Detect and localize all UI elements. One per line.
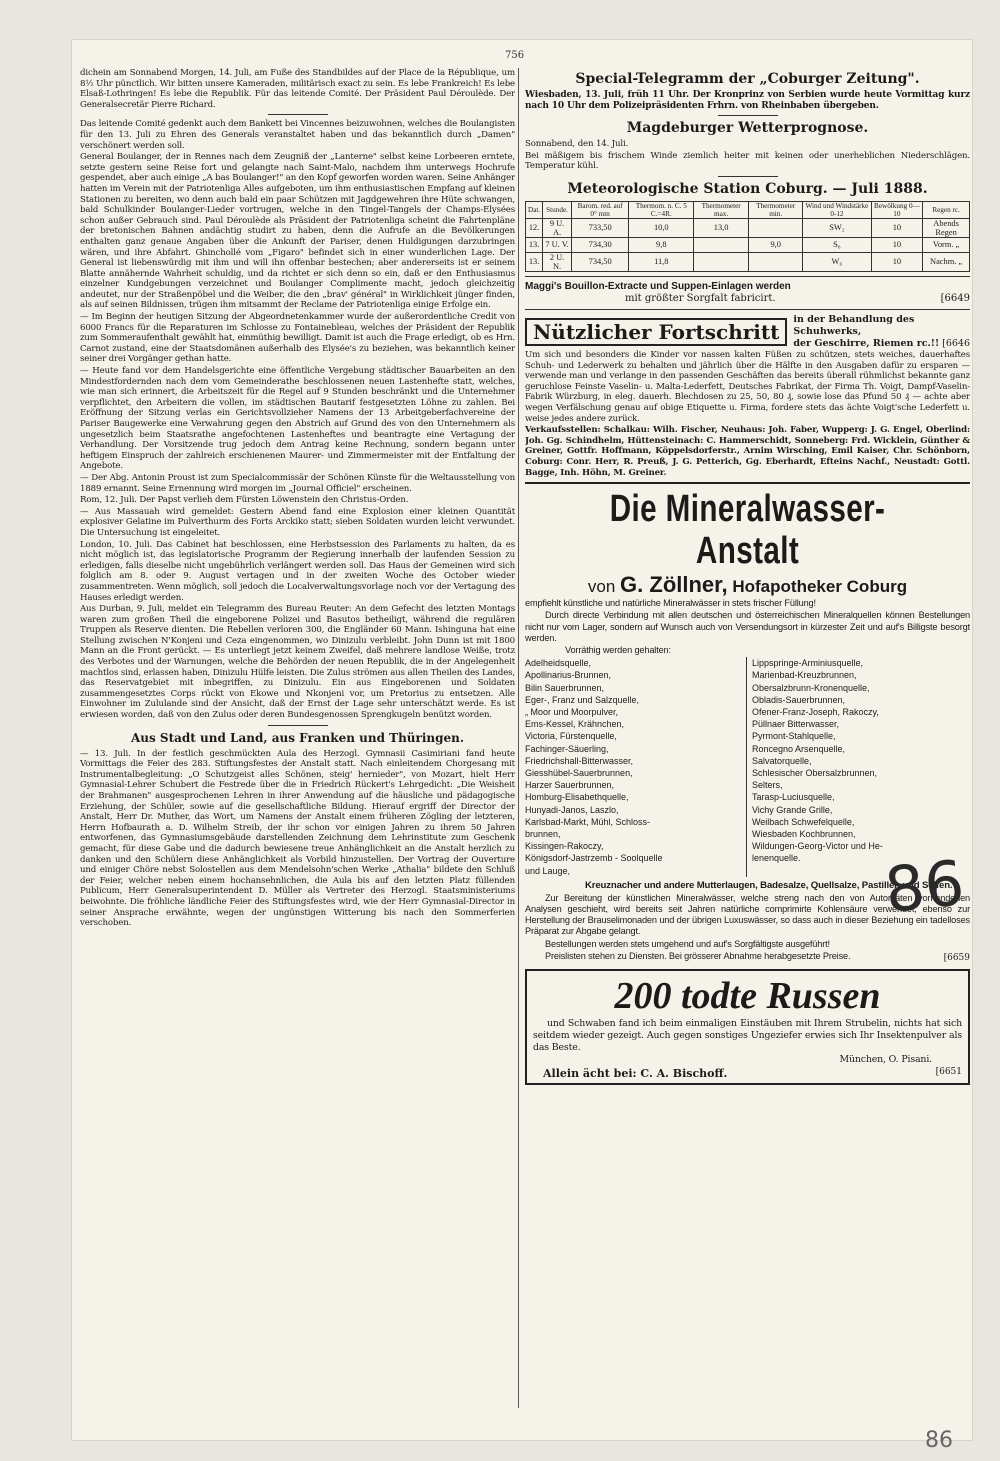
spring-item: Lippspringe-Arminiusquelle, — [751, 658, 864, 669]
left-paragraph: — Heute fand vor dem Handelsgerichte eine öffentliche Vergebung städtischer Bauarbeiten an den Mindestfordernden nach dem vom Gemeinderathe beschlossenen neuen Lastenhefte statt, welches, wie man sich erinnert, die Arbeitszeit für die Regel auf 9 Stunden beschränkt und die Unternehmer verpflichtet, den Arbeitern die vollen, im städtischen Bautarif festgesetzten Löhne zu zahlen. Bei Eröffnung der Sitzung verlas ein Gerichtsvollzieher Namens der 13 Arbeitgeberfachvereine der Pariser Baugewerke eine Verwahrung gegen den Abstrich auf Grund des von den Unternehmern als ungesetzlich beim Staatsrathe angefochtenen Lastenheftes und beantragte eine Vertagung der Verhandlung. Der Vorsitzende trug jedoch dem Antrag keine Rechnung, sondern begann unter heftigem Einspruch der zahlreich erschienenen Maurer- und Zimmermeister mit der Entfaltung der Angebote. — [80, 366, 515, 472]
spring-item: Giesshübel-Sauerbrunnen, — [525, 767, 633, 778]
table-cell: 11,8 — [629, 252, 694, 271]
weather-text: Bei mäßigem bis frischem Winde ziemlich heiter mit keinen oder unerheblichen Niederschlägen. Temperatur kühl. — [525, 150, 970, 172]
ad-number: [6646 — [942, 337, 970, 349]
right-column — [525, 68, 970, 1428]
mw-list-left — [525, 657, 747, 877]
spring-item: Ems-Kessel, Krähnchen, — [525, 719, 625, 730]
table-cell: 10,0 — [629, 218, 694, 237]
table-cell: 7 U. V. — [543, 237, 572, 252]
ad-number: [6659 — [943, 952, 970, 963]
table-cell: 9,0 — [749, 237, 803, 252]
spring-item: Victoria, Fürstenquelle, — [525, 731, 617, 742]
spring-item: Obersalzbrunn-Kronenquelle, — [751, 682, 870, 693]
spring-item: brunnen, — [525, 828, 561, 839]
spring-item: und Lauge, — [525, 865, 571, 876]
left-paragraph: General Boulanger, der in Rennes nach dem Zeugniß der „Lanterne" selbst keine Lorbeeren erntete, setzte gestern seine Reise fort und gelangte nach Saint-Malo, nachdem ihm unterwegs Hochrufe gespendet, aber auch einige „A bas Boulanger!" an den Kopf geworfen worden waren. Seine Anhänger hatten im Verein mit der Patriotenliga Alles aufgeboten, um ihm enthusiastischen Empfang auf kleinen Stationen zu bereiten, wo denn auch bald ein paar Schützen mit Jagdgewehren ihre Hüte schwangen, bald Schulkinder Boulanger-Lieder vortrugen, welche in den Tingel-Tangels der Champs-Elysées schon außer Gebrauch sind. Paul Déroulède als Präsident der Patriotenliga scheint die Fahrtenpläne der bretonischen Bahnen andächtig studirt zu haben, denn die Aufrufe an die Bevölkerungen enthalten ganz genaue Angaben über die Ankunft der Pariser, denen Huldigungen darzubringen wären, und ihre Abfahrt. Ghinchollé vom „Figaro" befindet sich in einer wunderlichen Lage. Der General ist liebenswürdig mit ihm und will ihn offenbar bestechen; aber andererseits ist er seinem Blatte annähernde Wahrheit schuldig, und da richtet er sich denn so ein, daß er den Enthusiasmus einzelner Kundgebungen verzeichnet und Boulanger Complimente macht, jedoch gleichzeitig andeutet, nur der Straßenpöbel und die Weiber, die den „brav' général" in Wirklichkeit jünger finden, als auf seinen Bildnissen, trügen ihm mitsammt der Reclame der Patriotenliga einige Erfolge ein. — [80, 152, 515, 311]
weather-date: Sonnabend, den 14. Juli. — [525, 139, 629, 150]
fortschritt-ad — [525, 314, 970, 478]
mw-text: Durch directe Verbindung mit allen deutschen und österreichischen Mineralquellen können Bestellungen nicht nur vom Lager, sondern auf Wunsch auch von Versendungsort in kürzester Zeit und auf's Billigste besorgt werden. — [525, 610, 970, 643]
local-news-heading: Aus Stadt und Land, aus Franken und Thüringen. — [130, 730, 465, 745]
fortschritt-sellers: Verkaufsstellen: Schalkau: Wilh. Fischer, Neuhaus: Joh. Faber, Wupperg: J. G. Engel, Oberlind: Joh. Gg. Schindhelm, Hüttensteinach: C. Hammerschidt, Sonneberg: Frd. Wicklein, Günther & Greiner, Gottfr. Hoffmann, Köppelsdorferstr., Arnim Wirsching, Emil Kaiser, Chr. Schönborn, Coburg: Conr. Herr, R. Preuß, J. G. Petterich, Gg. Eberhardt, Efteins Nachf., Neustadt: Gottl. Bagge, Inh. Höhn, M. Greiner. — [525, 425, 970, 478]
local-news-paragraph: — 13. Juli. In der festlich geschmückten Aula des Herzogl. Gymnasii Casimiriani fand heute Vormittags die Feier des 283. Stiftungsfestes der Anstalt statt. Nach einleitendem Chorgesang mit Instrumentalbegleitung: „O Schutzgeist alles Schönen, steig' hernieder", von Mozart, hielt Herr Gymnasial-Lehrer Schubert die Festrede über die in Friedrich Rückert's Lehrgedicht: „Die Weisheit der Brahmanen" ausgesprochenen Lehren in ihrer Anwendung auf die häusliche und pädagogische Erziehung, der Schüler, sowie auf die gesellschaftliche Bildung. Hierauf ergriff der Director der Anstalt, Herr Dr. Muther, das Wort, um Namens der Anstalt einem früheren Zögling der letzteren, Herrn Hofbaurath a. D. Wilhelm Streib, der ihr schon vor einigen Jahren zu ihrem 50 Jahren entworfenen, das Gymnasiumsgebäude darstellenden Zeichnung dem Lehrinstitute zum Geschenk gemacht, für diese Gabe und die dadurch bewiesene treue Anhänglichkeit an die Anstalt herzlich zu danken und den Schülern diese Anhänglichkeit als Vorbild hinzustellen. Der Vortrag der Ouverture und einiger Chöre nebst Solostellen aus dem Mendelsohn'schen Werke „Athalia" bildete den Schluß der Feier, welcher neben einem hochansehnlichen, die Aula bis auf den letzten Platz füllenden Publicum, Herr Generalsuperintendent D. Müller als Vertreter des Herzogl. Staatsministeriums beiwohnte. Die fröhliche ländliche Feier des Stiftungsfestes wird, wie der Herr Gymnasial-Director in seiner Ansprache erwähnte, wegen der ungünstigen Witterung bis nach den Sommerferien verschoben. — [80, 748, 515, 929]
table-cell: 9,8 — [629, 237, 694, 252]
divider — [268, 114, 328, 115]
handwritten-mark: 86 — [925, 1428, 953, 1453]
spring-item: Bilin Sauerbrunnen, — [525, 682, 605, 693]
left-paragraph: — Aus Massauah wird gemeldet: Gestern Abend fand eine Explosion einer kleinen Quantität explosiver Gelatine im Pulverthurm des Forts Arckiko statt; sieben Soldaten wurden leicht verwundet. Die Untersuchung ist eingeleitet. — [80, 506, 515, 538]
spring-item: Schlesischer Obersalzbrunnen, — [751, 767, 878, 778]
left-paragraph: London, 10. Juli. Das Cabinet hat beschlossen, eine Herbstsession des Parlaments zu halten, da es nicht möglich ist, das legislatorische Programm der Regierung innerhalb der laufenden Session zu erledigen, falls dieselbe nicht ungebührlich verlängert werden soll. Das Haus der Gemeinen wird sich folglich am 8. oder 9. August vertagen und in der zweiten Woche des October wieder zusammentreten. Wenn möglich, soll jedoch die Localverwaltungsvorlage noch vor der Vertagung des Hauses erledigt werden. — [80, 539, 515, 603]
spring-item: Salvatorquelle, — [751, 755, 812, 766]
left-paragraph: Aus Durban, 9. Juli, meldet ein Telegramm des Bureau Reuter: An dem Gefecht des letzten Montags waren zum großen Theil die eingeborene Polizei und Basutos betheiligt, während die regulären Truppen als Reserve dienten. Die Rebellen verloren 300, die Engländer 60 Mann. Ishinguna hat eine Stellung zwischen N'Konjeni und Ceza eingenommen, wo Dinizulu verbleibt. John Dunn ist mit 1800 Mann an die Front gerückt. — Es unterliegt jetzt keinem Zweifel, daß mehrere landlose Weiße, trotz des Verbotes und der Warnungen, welche die Behörden der neuen Republik, die in der Angelegenheit machtlos sind, erlassen haben, Dinizulu Hülfe leisten. Die Zulus strömen aus allen Theilen des Landes, das Reservatgebiet mit inbegriffen, zu Dinizulu. Ein aus Eingeborenen und Soldaten zusammengesetztes Corps rückt von Ekowe und Nkonjeni vor, um Pretorius zu entsetzen. Alle Einwohner im Zululande sind der Ansicht, daß der Ernst der Lage sehr unterschätzt werde. Es ist erwiesen worden, daß von den Zulus oder deren Bundesgenossen Sprengkugeln benützt worden. — [80, 604, 515, 721]
mineralwasser-title: Die Mineralwasser-Anstalt — [609, 488, 886, 573]
spring-item: Ofener-Franz-Joseph, Rakoczy, — [751, 706, 879, 717]
weather-table — [525, 201, 970, 272]
table-cell — [694, 252, 749, 271]
page-number: 756 — [505, 50, 525, 61]
russen-ad — [525, 969, 970, 1085]
mw-list-right — [752, 657, 970, 877]
table-header: Bewölkung 0—10 — [871, 201, 923, 218]
table-cell: Nachm. „ — [923, 252, 970, 271]
table-cell: 734,30 — [571, 237, 628, 252]
russen-signature: München, O. Pisani. — [839, 1053, 932, 1065]
fortschritt-title: Nützlicher Fortschritt — [525, 318, 787, 346]
mw-spring-list — [525, 657, 970, 877]
table-row — [526, 237, 970, 252]
spring-item: Obladis-Sauerbrunnen, — [751, 694, 846, 705]
fortschritt-text: Um sich und besonders die Kinder vor nassen kalten Füßen zu schützen, stets weiches, dauerhaftes Schuh- und Lederwerk zu behalten und jährlich über die Hälfte in den Ausgaben dafür zu ersparen — verwende man und verlange in den passenden Geschäften das bereits überall rühmlichst bekannte ganz geruchlose Feinste Vaselin- u. Malta-Lederfett, Deutsches Fabrikat, der Firma Th. Voigt, Dampf-Vaselin-Fabrik Würzburg, in eleg. dauerh. Blechdosen zu 25, 50, 80 ₰, sowie lose das Pfund 50 ₰ — achte aber wegen Verfälschung genau auf obige Etiquette u. Firma, fordere stets das ächte Voigt'sche Lederfett u. weise jedes andere zurück. — [525, 349, 970, 424]
table-cell: W₆ — [803, 252, 871, 271]
spring-item: Vichy Grande Grille, — [751, 804, 833, 815]
russen-text: und Schwaben fand ich beim einmaligen Einstäuben mit Ihrem Strubelin, nichts hat sich seitdem wieder gezeigt. Auch gegen sonstiges Ungeziefer erwies sich Ihr Insektenpulver als das Beste. — [533, 1017, 962, 1053]
spring-item: Königsdorf-Jastrzemb - Soolquelle — [525, 853, 663, 864]
spring-item: Apollinarius-Brunnen, — [525, 670, 612, 681]
table-header: Thermometer min. — [749, 201, 803, 218]
left-paragraph: — Der Abg. Antonin Proust ist zum Specialcommissär der Schönen Künste für die Weltausstellung von 1889 ernannt. Seine Ernennung wird morgen im „Journal Officiel" erscheinen. — [80, 472, 515, 494]
spring-item: Weilbach Schwefelquelle, — [751, 816, 855, 827]
table-cell: 9 U. A. — [543, 218, 572, 237]
russen-seller: Allein ächt bei: C. A. Bischoff. — [543, 1066, 728, 1080]
spring-item: Homburg-Elisabethquelle, — [525, 792, 629, 803]
spring-item: Marienbad-Kreuzbrunnen, — [751, 670, 857, 681]
table-header: Wind und Windstärke 0-12 — [803, 201, 871, 218]
spring-item: Wiesbaden Kochbrunnen, — [751, 828, 856, 839]
left-paragraph: — Im Beginn der heutigen Sitzung der Abgeordnetenkammer wurde der außerordentliche Credit von 6000 Francs für die Reparaturen im Schlosse zu Fontainebleau, welches der Präsident der Republik zum Sommeraufenthalt gewählt hat, einmüthig bewilligt. Damit ist auch die Frage erledigt, ob es Hrn. Carnot zustand, eine der Staatsdomänen außerhalb des Elysée's zu beziehen, was bekanntlich keiner seiner drei Vorgänger gethan hatte. — [80, 312, 515, 365]
table-cell — [749, 218, 803, 237]
spring-item: Harzer Sauerbrunnen, — [525, 780, 615, 791]
telegram-text: Wiesbaden, 13. Juli, früh 11 Uhr. Der Kronprinz von Serbien wurde heute Vormittag kurz nach 10 Uhr dem Polizeipräsidenten Frhrn. von Rheinbaben übergeben. — [525, 90, 970, 111]
table-cell: SW₂ — [803, 218, 871, 237]
spring-item: Friedrichshall-Bitterwasser, — [525, 755, 634, 766]
spring-item: Eger-, Franz und Salzquelle, — [525, 694, 640, 705]
divider — [268, 725, 328, 726]
spring-item: Pyrmont-Stahlquelle, — [751, 731, 836, 742]
mineralwasser-owner — [525, 572, 970, 598]
mw-extra: Kreuznacher und andere Mutterlaugen, Badesalze, Quellsalze, Pastillen und Seifen. — [585, 879, 953, 891]
spring-item: „ Moor und Moorpulver, — [525, 706, 619, 717]
spring-item: Karlsbad-Markt, Mühl, Schloss- — [525, 816, 651, 827]
owner-name: G. Zöllner, — [620, 572, 728, 598]
left-paragraph: dichein am Sonnabend Morgen, 14. Juli, am Fuße des Standbildes auf der Place de la République, um 8½ Uhr pünctlich. Wir bitten unsere Kameraden, militärisch exact zu sein. Es lebe Frankreich! Es lebe Elsaß-Lothringen! Es lebe die Republik. Für das leitende Comité. Der Präsident Paul Déroulède. Der Generalsecretär Pierre Richard. — [80, 68, 515, 110]
column-divider — [518, 68, 519, 1408]
ad-number: [6649 — [940, 292, 970, 304]
table-cell: 13,0 — [694, 218, 749, 237]
table-header: Thermom. n. C. 5 C.=4R. — [629, 201, 694, 218]
table-cell: 10 — [871, 218, 923, 237]
divider — [718, 176, 778, 177]
station-heading: Meteorologische Station Coburg. — Juli 1888. — [567, 180, 928, 197]
spring-item: Kissingen-Rakoczy, — [525, 841, 604, 852]
table-header: Thermometer max. — [694, 201, 749, 218]
spring-item: Wildungen-Georg-Victor und He- — [751, 841, 883, 852]
divider — [718, 115, 778, 116]
owner-role: Hofapotheker Coburg — [732, 577, 908, 597]
table-cell: Abends Regen — [923, 218, 970, 237]
russen-title: 200 todte Russen — [614, 974, 881, 1017]
spring-item: Püllnaer Bitterwasser, — [751, 719, 839, 730]
spring-item: Roncegno Arsenquelle, — [751, 743, 846, 754]
table-cell — [694, 237, 749, 252]
spring-item: Fachinger-Säuerling, — [525, 743, 609, 754]
spring-item: Hunyadi-Janos, Laszlo, — [525, 804, 619, 815]
table-cell: 734,50 — [571, 252, 628, 271]
left-paragraph: Rom, 12. Juli. Der Papst verlieh dem Fürsten Löwenstein den Christus-Orden. — [80, 495, 409, 506]
divider — [525, 482, 970, 484]
telegram-heading: Special-Telegramm der „Coburger Zeitung". — [575, 71, 920, 87]
table-row — [526, 252, 970, 271]
table-cell: 13. — [526, 237, 543, 252]
table-cell: 10 — [871, 237, 923, 252]
table-cell: Vorm. „ — [923, 237, 970, 252]
table-row — [526, 218, 970, 237]
fortschritt-subtitle: in der Behandlung des Schuhwerks, — [793, 313, 915, 337]
left-paragraph: Das leitende Comité gedenkt auch dem Bankett bei Vincennes beizuwohnen, welches die Boulangisten für den 13. Juli zu Ehren des Generals veranstaltet haben und das bekanntlich durch „Damen" verschönert werden soll. — [80, 119, 515, 151]
handwritten-mark: 86 — [881, 846, 968, 927]
table-cell: 2 U. N. — [543, 252, 572, 271]
table-cell: 12. — [526, 218, 543, 237]
ad-number: [6651 — [935, 1066, 962, 1077]
spring-item: Selters, — [751, 780, 783, 791]
von-label: von — [587, 577, 616, 597]
table-cell: S₆ — [803, 237, 871, 252]
mw-order: Bestellungen werden stets umgehend und auf's Sorgfältigste ausgeführt! — [545, 938, 830, 949]
mw-price: Preislisten stehen zu Diensten. Bei grösserer Abnahme herabgesetzte Preise. — [545, 950, 851, 961]
table-header: Barom. red. auf 0° mm — [571, 201, 628, 218]
mw-art: Zur Bereitung der künstlichen Mineralwässer, welche streng nach den von Autoritäten vorhandenen Analysen geschieht, wird bereits seit Jahren natürliche comprimirte Kohlensäure verwendet, ebenso zur Herstellung der Brauselimonaden und der übrigen Luxuswässer, so dass auch in dieser Beziehung ein tadelloses Präparat zur Abgabe gelangt. — [525, 892, 970, 937]
weather-heading: Magdeburger Wetterprognose. — [626, 120, 869, 137]
table-cell — [749, 252, 803, 271]
maggi-ad — [525, 281, 970, 305]
table-header: Dat. — [526, 201, 543, 218]
table-cell: 13. — [526, 252, 543, 271]
table-header: Regen rc. — [923, 201, 970, 218]
table-header: Stunde. — [543, 201, 572, 218]
fortschritt-subtitle: der Geschirre, Riemen rc.!! — [793, 337, 940, 349]
mw-stock: Vorräthig werden gehalten: — [565, 644, 671, 655]
maggi-line: mit größter Sorgfalt fabricirt. — [625, 292, 776, 304]
maggi-line: Maggi's Bouillon-Extracte und Suppen-Einlagen werden — [525, 280, 791, 292]
left-column — [80, 68, 515, 1408]
table-cell: 733,50 — [571, 218, 628, 237]
mw-intro: empfiehlt künstliche und natürliche Mineralwässer in stets frischer Füllung! — [525, 598, 816, 609]
divider — [525, 309, 970, 310]
spring-item: Adelheidsquelle, — [525, 658, 592, 669]
table-header-row — [526, 201, 970, 218]
spring-item: Tarasp-Luciusquelle, — [751, 792, 835, 803]
divider — [525, 276, 970, 277]
table-cell: 10 — [871, 252, 923, 271]
spring-item: lenenquelle. — [751, 853, 801, 864]
